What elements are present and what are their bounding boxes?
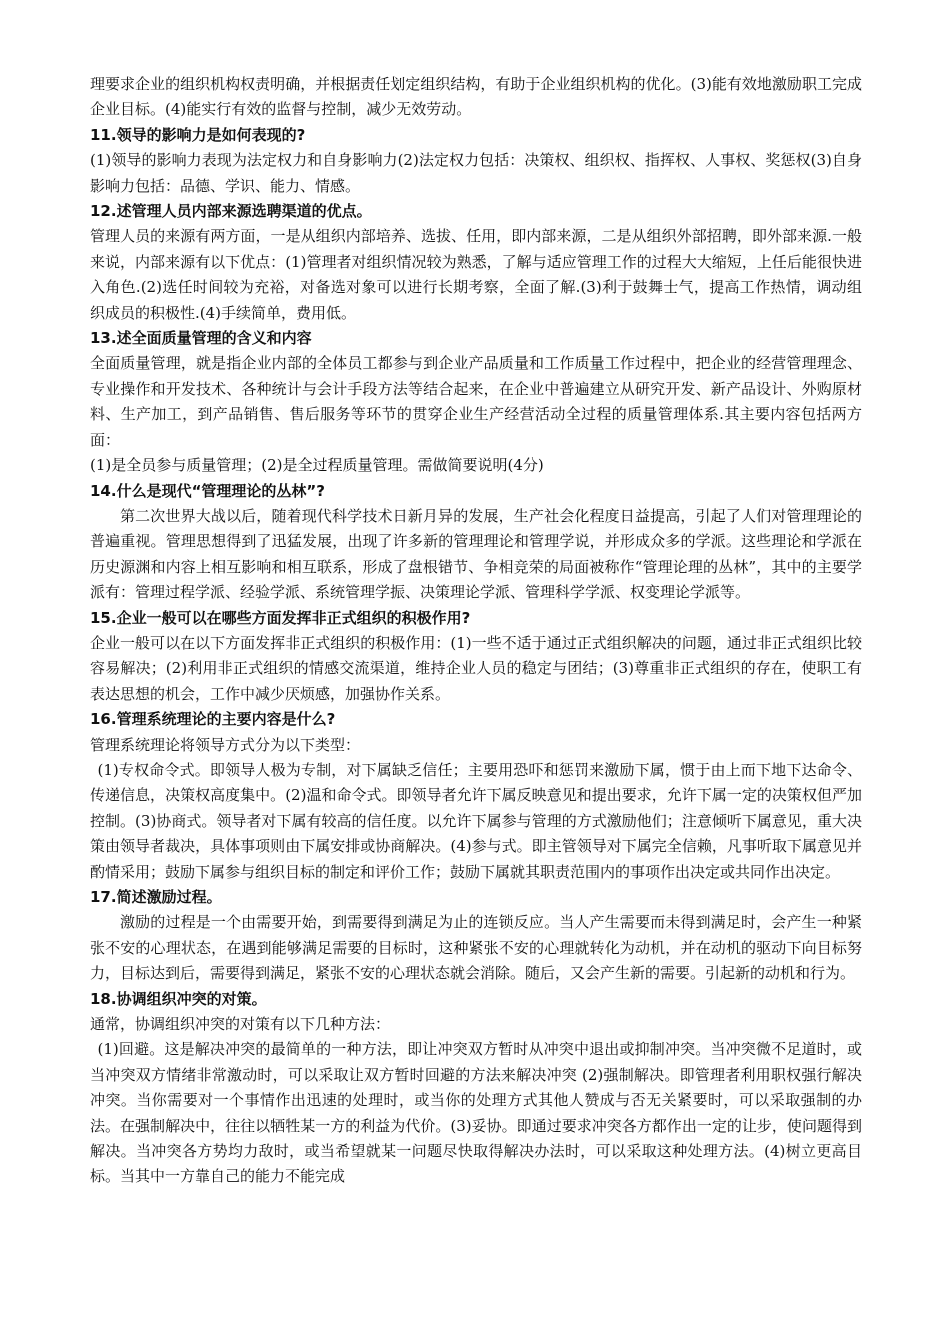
- question-heading: 15.企业一般可以在哪些方面发挥非正式组织的积极作用?: [90, 608, 471, 627]
- body-paragraph: (1)是全员参与质量管理；(2)是全过程质量管理。需做简要说明(4分): [90, 456, 544, 475]
- document-page: [90, 72, 862, 1190]
- body-paragraph: 全面质量管理，就是指企业内部的全体员工都参与到企业产品质量和工作质量工作过程中，把企业的经营管理理念、专业操作和开发技术、各种统计与会计手段方法等结合起来，在企业中普遍建立从研究开发、新产品设计、外购原材料、生产加工，到产品销售、售后服务等环节的贯穿企业生产经营活动全过程的质量管理体系.其主要内容包括两方面：: [90, 354, 862, 449]
- body-paragraph: 管理人员的来源有两方面，一是从组织内部培养、选拔、任用，即内部来源，二是从组织外部招聘，即外部来源.一般来说，内部来源有以下优点：(1)管理者对组织情况较为熟悉，了解与适应管理工作的过程大大缩短，上任后能很快进入角色.(2)选任时间较为充裕，对备选对象可以进行长期考察，全面了解.(3)利于鼓舞士气，提高工作热情，调动组织成员的积极性.(4)手续简单，费用低。: [90, 227, 862, 322]
- body-paragraph: 第二次世界大战以后，随着现代科学技术日新月异的发展，生产社会化程度日益提高，引起了人们对管理理论的普遍重视。管理思想得到了迅猛发展，出现了许多新的管理理论和管理学说，并形成众多的学派。这些理论和学派在历史源渊和内容上相互影响和相互联系，形成了盘根错节、争相竞荣的局面被称作“管理论理的丛林”，其中的主要学派有：管理过程学派、经验学派、系统管理学振、决策理论学派、管理科学学派、权变理论学派等。: [90, 506, 862, 602]
- body-paragraph: 通常，协调组织冲突的对策有以下几种方法：: [90, 1015, 391, 1034]
- body-paragraph: 管理系统理论将领导方式分为以下类型：: [90, 735, 361, 754]
- question-heading: 17.简述激励过程。: [90, 888, 222, 906]
- question-heading: 18.协调组织冲突的对策。: [90, 989, 267, 1008]
- body-paragraph: (1)专权命令式。即领导人极为专制，对下属缺乏信任；主要用恐吓和惩罚来激励下属，惯于由上而下地下达命令、传递信息，决策权高度集中。(2)温和命令式。即领导者允许下属反映意见和提出要求，允许下属一定的决策权但严加控制。(3)协商式。领导者对下属有较高的信任度。以允许下属参与管理的方式激励他们；注意倾听下属意见，重大决策由领导者裁决，具体事项则由下属安排或协商解决。(4)参与式。即主管领导对下属完全信赖，凡事听取下属意见并酌情采用；鼓励下属参与组织目标的制定和评价工作；鼓励下属就其职责范围内的事项作出决定或共同作出决定。: [90, 760, 862, 881]
- question-heading: 13.述全面质量管理的含义和内容: [90, 329, 312, 348]
- body-paragraph: 激励的过程是一个由需要开始，到需要得到满足为止的连锁反应。当人产生需要而未得到满足时，会产生一种紧张不安的心理状态，在遇到能够满足需要的目标时，这种紧张不安的心理就转化为动机，并在动机的驱动下向目标努力，目标达到后，需要得到满足，紧张不安的心理状态就会消除。随后，又会产生新的需要。引起新的动机和行为。: [90, 913, 862, 983]
- body-paragraph: (1)领导的影响力表现为法定权力和自身影响力(2)法定权力包括：决策权、组织权、指挥权、人事权、奖惩权(3)自身影响力包括：品德、学识、能力、情感。: [90, 151, 862, 195]
- body-paragraph: 企业一般可以在以下方面发挥非正式组织的积极作用：(1)一些不适于通过正式组织解决的问题，通过非正式组织比较容易解决；(2)利用非正式组织的情感交流渠道，维持企业人员的稳定与团结；(3)尊重非正式组织的存在，使职工有表达思想的机会，工作中减少厌烦感，加强协作关系。: [90, 633, 862, 703]
- question-heading: 16.管理系统理论的主要内容是什么?: [90, 710, 336, 729]
- question-heading: 11.领导的影响力是如何表现的?: [90, 125, 306, 144]
- question-heading: 14.什么是现代“管理理论的丛林”?: [90, 481, 325, 500]
- body-paragraph: 理要求企业的组织机构权责明确，并根据责任划定组织结构，有助于企业组织机构的优化。(3)能有效地激励职工完成企业目标。(4)能实行有效的监督与控制，减少无效劳动。: [90, 75, 862, 119]
- question-heading: 12.述管理人员内部来源选聘渠道的优点。: [90, 202, 372, 221]
- body-paragraph: (1)回避。这是解决冲突的最简单的一种方法，即让冲突双方暂时从冲突中退出或抑制冲突。当冲突微不足道时，或当冲突双方情绪非常激动时，可以采取让双方暂时回避的方法来解决冲突 (2)强制解决。即管理者利用职权强行解决冲突。当你需要对一个事情作出迅速的处理时，或当你的处理方式其他人赞成与否无关紧要时，可以采取强制的办法。在强制解决中，往往以牺牲某一方的利益为代价。(3)妥协。即通过要求冲突各方都作出一定的让步，使问题得到解决。当冲突各方势均力敌时，或当希望就某一问题尽快取得解决办法时，可以采取这种处理方法。(4)树立更高目标。当其中一方靠自己的能力不能完成: [90, 1040, 862, 1186]
